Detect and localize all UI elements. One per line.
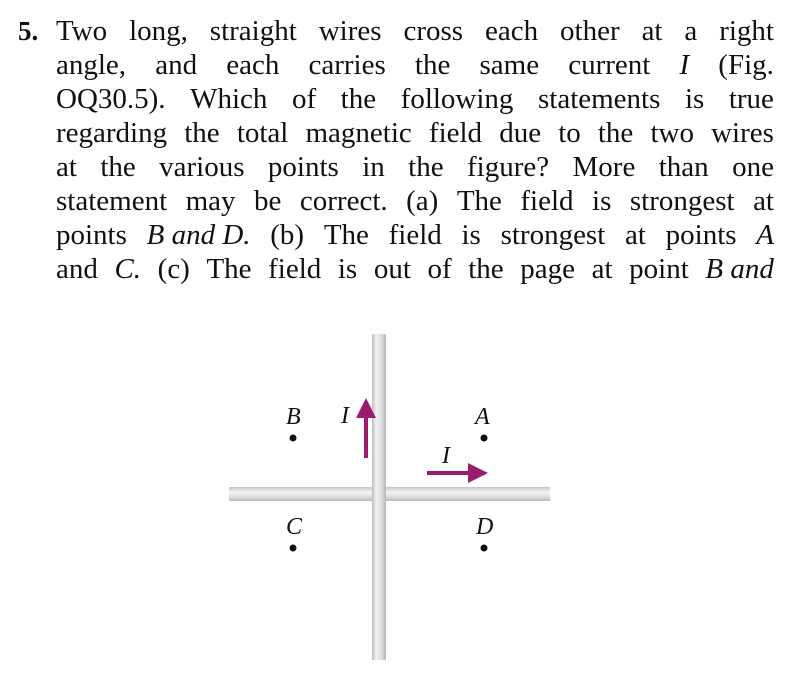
point-d-label: D — [476, 514, 494, 540]
word: at — [641, 15, 663, 47]
word: is — [337, 253, 358, 285]
word: cross — [403, 15, 464, 47]
word: regarding — [56, 117, 168, 149]
word: the — [100, 151, 136, 183]
word: each — [226, 49, 280, 81]
word-italic-point: C. — [114, 253, 142, 285]
word: points — [56, 219, 127, 251]
word: field — [428, 117, 483, 149]
word: at — [591, 253, 613, 285]
word: same — [479, 49, 540, 81]
point-b-label: B — [286, 404, 301, 430]
word: is — [592, 185, 612, 217]
point-c-label: C — [286, 514, 303, 540]
word: current — [568, 49, 651, 81]
problem-line-2 — [56, 48, 774, 82]
current-symbol: I — [679, 49, 690, 81]
word: figure? — [467, 151, 550, 183]
word: magnetic — [305, 117, 412, 149]
word: is — [461, 219, 481, 251]
problem-line-1 — [56, 14, 774, 48]
word: field — [268, 253, 322, 285]
word: one — [732, 151, 774, 183]
word: statements — [537, 83, 661, 115]
word: (b) — [270, 219, 305, 251]
word: other — [560, 15, 620, 47]
word: OQ30.5). — [56, 83, 166, 115]
word: a — [684, 15, 698, 47]
vertical-current-label: I — [341, 403, 349, 429]
word: More — [572, 151, 636, 183]
word: The — [323, 219, 369, 251]
word: the — [340, 83, 377, 115]
word: carries — [308, 49, 386, 81]
word: right — [719, 15, 774, 47]
word: out — [373, 253, 411, 285]
problem-number: 5. — [18, 16, 39, 46]
word: and — [155, 49, 198, 81]
word: of — [427, 253, 452, 285]
word: The — [206, 253, 252, 285]
word: to — [558, 117, 581, 149]
word: may — [185, 185, 236, 217]
word: total — [236, 117, 289, 149]
point-c-dot — [290, 545, 297, 552]
word: Two — [56, 15, 108, 47]
word: straight — [209, 15, 297, 47]
word: the — [184, 117, 220, 149]
point-a-dot — [481, 435, 488, 442]
word: be — [254, 185, 282, 217]
word: wires — [318, 15, 382, 47]
word: at — [753, 185, 774, 217]
word: than — [658, 151, 709, 183]
word: the — [414, 49, 451, 81]
word: The — [456, 185, 502, 217]
problem-line-3 — [56, 82, 774, 116]
word: point — [629, 253, 689, 285]
point-d-dot — [481, 545, 488, 552]
point-a-label: A — [475, 404, 490, 430]
horizontal-current-label: I — [442, 443, 450, 469]
word: strongest — [629, 185, 735, 217]
word: the — [468, 253, 504, 285]
word: of — [291, 83, 317, 115]
word: long, — [129, 15, 188, 47]
word: strongest — [500, 219, 606, 251]
problem-line-6 — [56, 184, 774, 218]
problem-line-5 — [56, 150, 774, 184]
problem-line-8 — [56, 252, 774, 286]
word: statement — [56, 185, 168, 217]
word: and — [56, 253, 98, 285]
word: angle, — [56, 49, 127, 81]
word: field — [388, 219, 442, 251]
problem-line-4 — [56, 116, 774, 150]
word: field — [520, 185, 574, 217]
word: the — [597, 117, 634, 149]
word: each — [485, 15, 539, 47]
word: points — [665, 219, 737, 251]
problem-statement — [18, 10, 776, 294]
horizontal-wire — [229, 487, 550, 501]
word-italic-point: A — [756, 219, 774, 251]
word: points — [267, 151, 339, 183]
word: Which — [190, 83, 268, 115]
word: two — [650, 117, 694, 149]
word: at — [56, 151, 77, 183]
word: is — [684, 83, 705, 115]
word: at — [625, 219, 646, 251]
word-italic-point: B and — [705, 253, 774, 285]
word: various — [159, 151, 245, 183]
vertical-wire — [372, 334, 386, 660]
word: the — [408, 151, 444, 183]
point-b-dot — [290, 435, 297, 442]
word: wires — [711, 117, 774, 149]
word: due — [499, 117, 542, 149]
word: (c) — [157, 253, 190, 285]
word: (a) — [406, 185, 439, 217]
word: following — [400, 83, 514, 115]
word-italic-points: B and D. — [146, 219, 251, 251]
word: page — [520, 253, 576, 285]
word: (Fig. — [718, 49, 774, 81]
word: true — [728, 83, 774, 115]
word: correct. — [299, 185, 388, 217]
problem-line-7 — [56, 218, 774, 252]
word: in — [362, 151, 385, 183]
